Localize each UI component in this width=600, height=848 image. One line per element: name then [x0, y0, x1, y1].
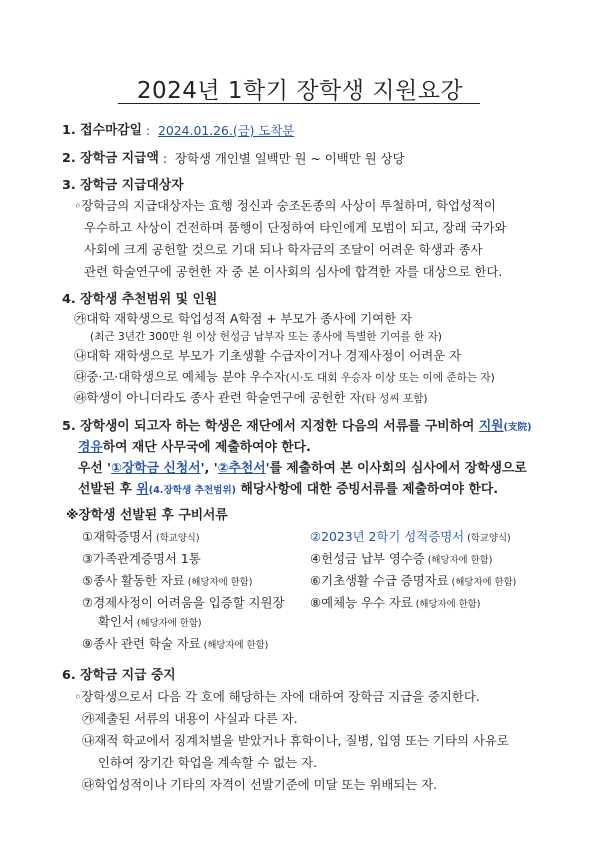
deadline-separator: :: [146, 123, 151, 138]
eligibility-line: ◦장학금의 지급대상자는 효행 정신과 숭조돈종의 사상이 투철하며, 학업성적이: [74, 198, 496, 213]
recommendation-note: (최근 3년간 300만 원 이상 헌성금 납부자 또는 종사에 특별한 기여를 한 자): [90, 331, 442, 343]
eligibility-line: 사회에 크게 공헌할 것으로 기대 되나 학자금의 조달이 어려운 학생과 종사: [84, 242, 483, 257]
deadline-value: 2024.01.26.(금) 도착분: [158, 123, 295, 138]
documents-heading: ※장학생 선발된 후 구비서류: [66, 508, 228, 523]
document-item: ④헌성금 납부 영수증 (해당자에 한함): [310, 551, 493, 566]
suspension-line: 인하여 장기간 학업을 계속할 수 없는 자.: [98, 755, 318, 770]
submission-line: 선발된 후 위(4.장학생 추천범위) 해당사항에 대한 증빙서류를 제출하여야 한다.: [78, 482, 499, 497]
document-item: ⑤종사 활동한 자료 (해당자에 한함): [82, 573, 253, 588]
amount-value: 장학생 개인별 일백만 원 ~ 이백만 원 상당: [175, 151, 405, 166]
document-item: ⑦경제사정이 어려움을 입증할 지원장: [82, 595, 285, 610]
suspension-line: ㉰학업성적이나 기타의 자격이 선발기준에 미달 또는 위배되는 자.: [82, 777, 438, 792]
eligibility-line: 우수하고 사상이 건전하며 품행이 단정하여 타인에게 모범이 되고, 장래 국가와: [84, 220, 507, 235]
suspension-line: ㉮제출된 서류의 내용이 사실과 다른 자.: [82, 711, 298, 726]
recommendation-item: ㉱학생이 아니더라도 종사 관련 학술연구에 공헌한 자(타 성씨 포함): [74, 390, 428, 405]
recommendation-heading: 4. 장학생 추천범위 및 인원: [62, 292, 218, 307]
suspension-heading: 6. 장학금 지급 중지: [62, 668, 176, 683]
submission-line: 우선 '①장학금 신청서', '②추천서'를 제출하여 본 이사회의 심사에서 장학생으로: [78, 461, 527, 476]
amount-separator: :: [163, 151, 168, 166]
title-underline: [118, 103, 480, 104]
recommendation-item: ㉯대학 재학생으로 부모가 기초생활 수급자이거나 경제사정이 어려운 자: [74, 348, 462, 363]
document-item: ⑥기초생활 수급 증명자료 (해당자에 한함): [310, 573, 517, 588]
eligibility-line: 관련 학술연구에 공헌한 자 중 본 이사회의 심사에 합격한 자를 대상으로 한다.: [84, 264, 503, 279]
document-item-continuation: 확인서 (해당자에 한함): [98, 614, 202, 629]
recommendation-item: ㉮대학 재학생으로 학업성적 A학점 + 부모가 종사에 기여한 자: [74, 311, 413, 326]
document-item: ②2023년 2학기 성적증명서 (학교양식): [310, 529, 511, 544]
document-item: ③가족관계증명서 1통: [82, 551, 201, 566]
document-item: ⑨종사 관련 학술 자료 (해당자에 한함): [82, 636, 269, 651]
suspension-line: ◦장학생으로서 다음 각 호에 해당하는 자에 대하여 장학금 지급을 중지한다.: [74, 689, 480, 704]
submission-line: 경유하여 재단 사무국에 제출하여야 한다.: [78, 440, 311, 455]
suspension-line: ㉯재적 학교에서 징계처벌을 받았거나 휴학이나, 질병, 입영 또는 기타의 사유로: [82, 733, 509, 748]
submission-line: 5. 장학생이 되고자 하는 학생은 재단에서 지정한 다음의 서류를 구비하여 지원(支院): [62, 419, 532, 434]
deadline-label: 1. 접수마감일: [62, 123, 143, 138]
amount-label: 2. 장학금 지급액: [62, 151, 159, 166]
eligibility-heading: 3. 장학금 지급대상자: [62, 178, 184, 193]
document-item: ⑧예체능 우수 자료 (해당자에 한함): [310, 595, 481, 610]
document-item: ①재학증명서 (학교양식): [82, 529, 200, 544]
recommendation-item: ㉰중·고·대학생으로 예체능 분야 우수자(시·도 대회 우승자 이상 또는 이에 준하는 자): [74, 369, 495, 384]
page-title: 2024년 1학기 장학생 지원요강: [136, 78, 464, 104]
